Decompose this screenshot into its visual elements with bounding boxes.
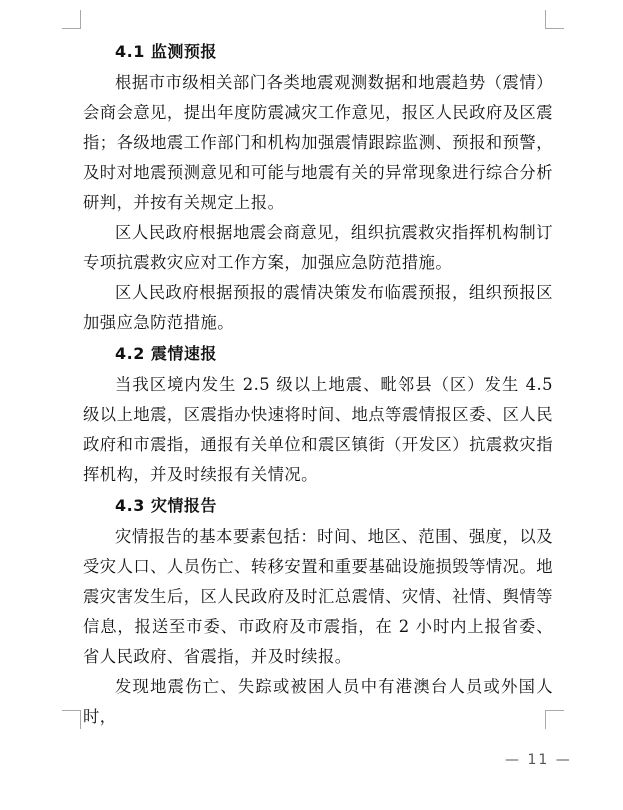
paragraph: 当我区境内发生 2.5 级以上地震、毗邻县（区）发生 4.5 级以上地震，区震指办快速将时间、地点等震情报区委、区人民政府和市震指，通报有关单位和震区镇街（开发区）抗震救灾指挥机构，并及时续报有关情况。 xyxy=(83,375,553,484)
paragraph: 区人民政府根据地震会商意见，组织抗震救灾指挥机构制订专项抗震救灾应对工作方案，加强应急防范措施。 xyxy=(83,223,553,272)
section-monitoring-forecast xyxy=(83,36,553,338)
crop-mark-top-left xyxy=(62,10,81,29)
section-heading: 4.1 监测预报 xyxy=(115,42,217,61)
paragraph: 发现地震伤亡、失踪或被困人员中有港澳台人员或外国人时， xyxy=(83,677,553,726)
section-disaster-report xyxy=(83,490,553,732)
crop-mark-top-right xyxy=(545,10,564,29)
paragraph: 根据市市级相关部门各类地震观测数据和地震趋势（震情）会商会意见，提出年度防震减灾工作意见，报区人民政府及区震指；各级地震工作部门和机构加强震情跟踪监测、预报和预警，及时对地震预测意见和可能与地震有关的异常现象进行综合分析研判，并按有关规定上报。 xyxy=(83,73,553,212)
section-heading: 4.3 灾情报告 xyxy=(115,496,217,515)
crop-mark-bottom-left xyxy=(62,710,81,729)
section-heading: 4.2 震情速报 xyxy=(115,344,217,363)
section-quick-report xyxy=(83,338,553,490)
paragraph: 灾情报告的基本要素包括：时间、地区、范围、强度，以及受灾人口、人员伤亡、转移安置和重要基础设施损毁等情况。地震灾害发生后，区人民政府及时汇总震情、灾情、社情、舆情等信息，报送至市委、市政府及市震指，在 2 小时内上报省委、省人民政府、省震指，并及时续报。 xyxy=(83,527,553,666)
page-number: — 11 — xyxy=(505,752,572,768)
paragraph: 区人民政府根据预报的震情决策发布临震预报，组织预报区加强应急防范措施。 xyxy=(83,283,553,332)
document-body xyxy=(83,36,553,732)
